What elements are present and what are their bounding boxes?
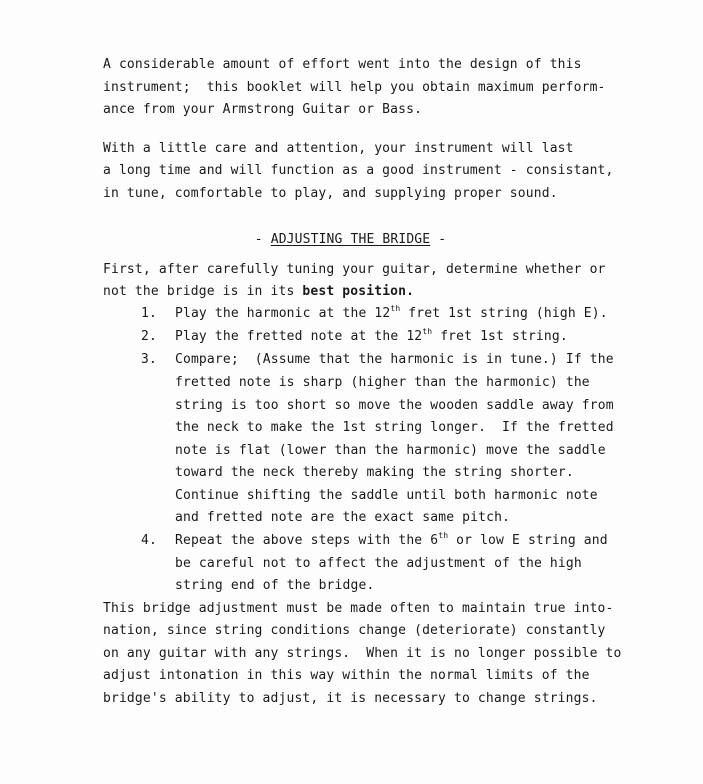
closing-paragraph-line: on any guitar with any strings. When it is no longer possible to [103, 646, 622, 661]
step-text-part: Play the harmonic at the 12 [175, 306, 391, 321]
step-number: 4. [141, 533, 157, 548]
step-text-part: Play the fretted note at the 12 [175, 329, 423, 344]
step-3-line: the neck to make the 1st string longer. If the fretted [175, 420, 614, 435]
intro-paragraph-1-line: instrument; this booklet will help you obtain maximum perform- [103, 80, 606, 95]
heading-dash-right: - [430, 232, 447, 247]
heading-title: ADJUSTING THE BRIDGE [270, 232, 431, 247]
closing-paragraph-line: nation, since string conditions change (deteriorate) constantly [103, 623, 606, 638]
ordinal-superscript: th [438, 531, 449, 540]
step-text-part: fret 1st string (high E). [400, 306, 608, 321]
step-text-part: or low E string and [448, 533, 608, 548]
intro-paragraph-1-line: A considerable amount of effort went into the design of this [103, 57, 582, 72]
step-3-line: Compare; (Assume that the harmonic is in tune.) If the [175, 352, 614, 367]
step-3-line: fretted note is sharp (higher than the harmonic) the [175, 375, 590, 390]
step-2-text [175, 329, 568, 344]
ordinal-superscript: th [422, 327, 433, 336]
step-4-line: be careful not to affect the adjustment of the high [175, 556, 582, 571]
intro-paragraph-2-line: in tune, comfortable to play, and supplying proper sound. [103, 186, 558, 201]
ordinal-superscript: th [390, 304, 401, 313]
intro-paragraph-2-line: a long time and will function as a good instrument - consistant, [103, 163, 614, 178]
step-3-line: and fretted note are the exact same pitch. [175, 510, 511, 525]
step-3-line: Continue shifting the saddle until both harmonic note [175, 488, 598, 503]
step-text-part: Repeat the above steps with the 6 [175, 533, 439, 548]
closing-paragraph-line: bridge's ability to adjust, it is necessary to change strings. [103, 691, 598, 706]
step-4-line [175, 533, 608, 548]
lead-in-line: First, after carefully tuning your guitar, determine whether or [103, 262, 606, 277]
intro-paragraph-2-line: With a little care and attention, your instrument will last [103, 141, 574, 156]
closing-paragraph-line: This bridge adjustment must be made often to maintain true into- [103, 601, 614, 616]
intro-paragraph-1-line: ance from your Armstrong Guitar or Bass. [103, 102, 423, 117]
step-3-line: toward the neck thereby making the string shorter. [175, 465, 574, 480]
step-number: 2. [141, 329, 157, 344]
step-text-part: fret 1st string. [432, 329, 568, 344]
step-number: 1. [141, 306, 157, 321]
closing-paragraph-line: adjust intonation in this way within the normal limits of the [103, 668, 590, 683]
step-4-line: string end of the bridge. [175, 578, 375, 593]
step-3-line: note is flat (lower than the harmonic) move the saddle [175, 443, 606, 458]
heading-dash-left: - [254, 232, 271, 247]
lead-in-line [103, 284, 414, 299]
lead-in-text: not the bridge is in its [103, 284, 303, 299]
lead-in-emphasis: best position. [302, 284, 415, 299]
section-heading [0, 232, 703, 247]
step-number: 3. [141, 352, 157, 367]
step-1-text [175, 306, 608, 321]
step-3-line: string is too short so move the wooden saddle away from [175, 398, 614, 413]
